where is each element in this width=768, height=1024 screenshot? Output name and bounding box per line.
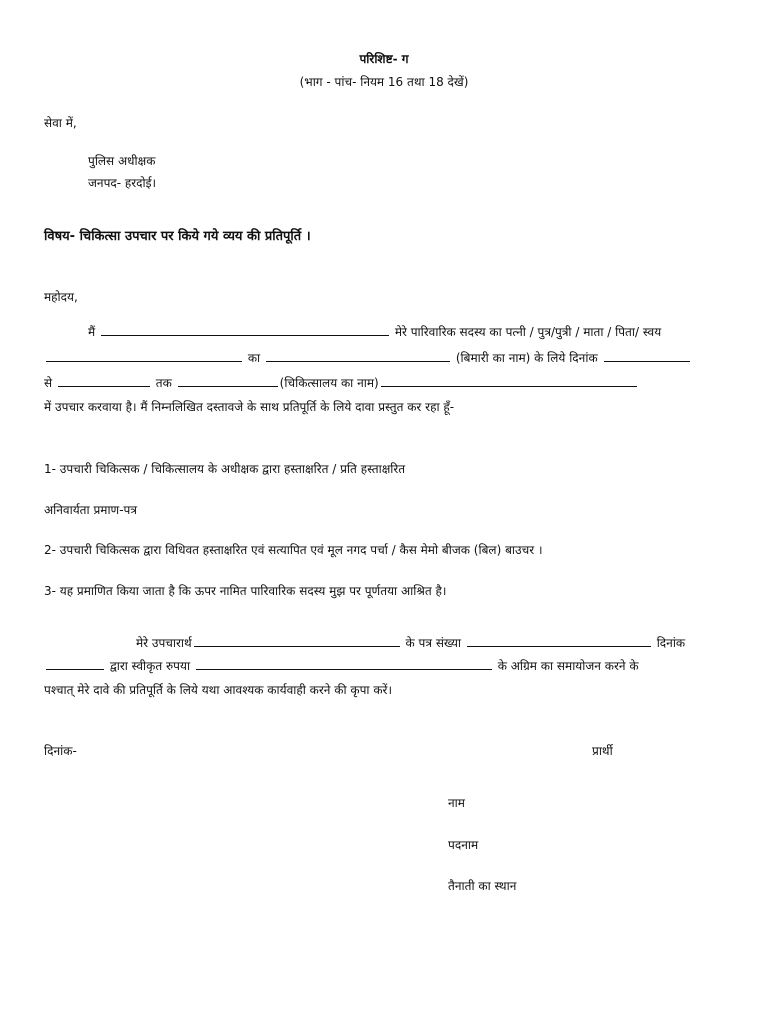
document-item-3: 3- यह प्रमाणित किया जाता है कि ऊपर नामित पारिवारिक सदस्य मुझ पर पूर्णतया आश्रित है। [44,584,447,598]
treatment-authority-blank[interactable] [194,634,400,647]
letter-number-blank[interactable] [467,634,651,647]
amount-blank[interactable] [196,657,492,670]
date-from-blank[interactable] [604,349,690,362]
para2-l2-suffix: के अग्रिम का समायोजन करने के [497,659,639,673]
applicant-name-blank[interactable] [101,323,389,336]
para1-l3-from: से [44,376,53,390]
designation-label: पदनाम [448,838,479,852]
para1-l3-to: तक [155,376,172,390]
letter-date-blank[interactable] [46,657,104,670]
para1-line-1 [44,323,724,340]
para2-l1-letter-no: के पत्र संख्या [405,636,462,650]
para2-l1-date: दिनांक [656,636,686,650]
name-label: नाम [448,796,465,810]
para2-line-2 [44,657,724,674]
para1-line-3 [44,374,724,391]
para2-line-3: पश्चात् मेरे दावे की प्रतिपूर्ति के लिये यथा आवश्यक कार्यवाही करने की कृपा करें। [44,683,393,697]
disease-name-blank[interactable] [266,349,450,362]
date-label: दिनांक- [44,744,77,758]
recipient-line-2: जनपद- हरदोई। [88,176,157,190]
para1-l2-ka: का [247,351,261,365]
applicant-label: प्रार्थी [592,744,613,758]
recipient-line-1: पुलिस अधीक्षक [88,154,156,168]
member-name-blank[interactable] [46,349,242,362]
date-end-blank[interactable] [178,374,278,387]
greeting: महोदय, [44,290,78,304]
para1-l2-suffix: (बिमारी का नाम) के लिये दिनांक [455,351,598,365]
para2-line-1 [44,634,724,651]
posting-place-label: तैनाती का स्थान [448,879,517,893]
para1-line-2 [44,349,724,366]
date-start-blank[interactable] [58,374,150,387]
hospital-name-blank[interactable] [381,374,637,387]
para2-l2-amount-label: द्वारा स्वीकृत रुपया [109,659,191,673]
para1-l1-suffix: मेरे पारिवारिक सदस्य का पत्नी / पुत्र/पुत्री / माता / पिता/ स्वय [394,325,662,339]
document-item-1-sub: अनिवार्यता प्रमाण-पत्र [44,503,137,517]
document-item-1: 1- उपचारी चिकित्सक / चिकित्सालय के अधीक्षक द्वारा हस्ताक्षरित / प्रति हस्ताक्षरित [44,462,406,476]
appendix-title: परिशिष्ट- ग [359,52,409,66]
para2-l1-prefix: मेरे उपचारार्थ [136,636,192,650]
appendix-subtitle: (भाग - पांच- नियम 16 तथा 18 देखें) [299,75,469,89]
subject-line: विषय- चिकित्सा उपचार पर किये गये व्यय की प्रतिपूर्ति । [44,229,311,244]
para1-l1-prefix: मैं [88,325,96,339]
para1-l3-hospital-label: (चिकित्सालय का नाम) [279,376,379,390]
para1-line-4: में उपचार करवाया है। मैं निम्नलिखित दस्तावजे के साथ प्रतिपूर्ति के लिये दावा प्रस्तुत कर रहा हूँ- [44,400,455,414]
salutation-to: सेवा में, [44,116,77,130]
document-item-2: 2- उपचारी चिकित्सक द्वारा विधिवत हस्ताक्षरित एवं सत्यापित एवं मूल नगद पर्चा / कैस मेमो बीजक (बिल) बाउचर । [44,543,543,557]
